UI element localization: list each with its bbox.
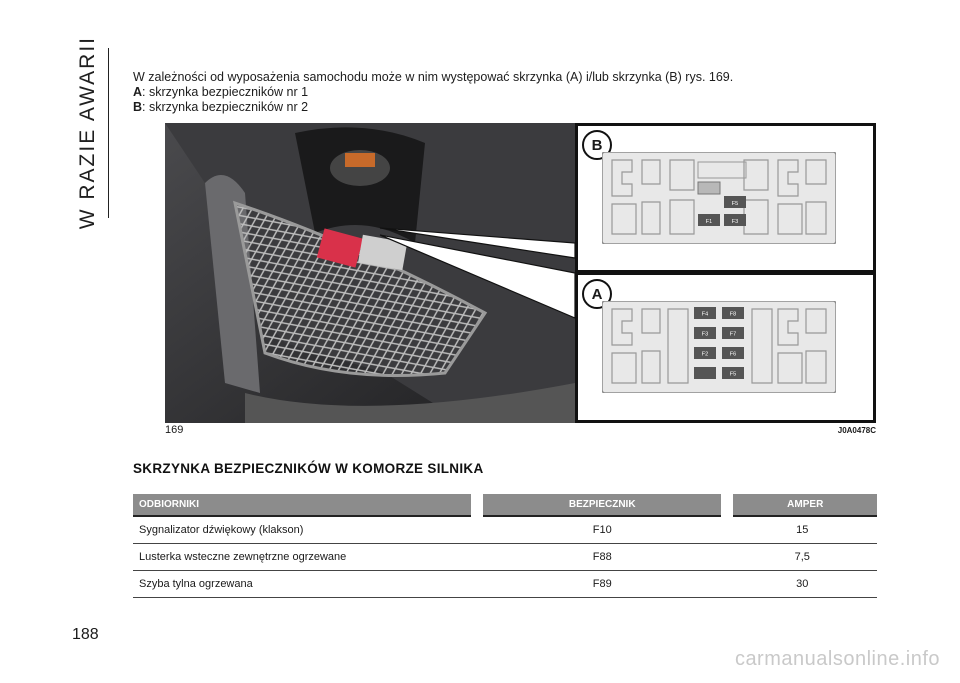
cell-consumer: Szyba tylna ogrzewana [133, 571, 477, 598]
intro-item-a [133, 85, 733, 100]
cell-fuse: F10 [477, 516, 727, 544]
cell-amps: 30 [727, 571, 877, 598]
table-row [133, 544, 877, 571]
cell-fuse: F89 [477, 571, 727, 598]
item-b-text: : skrzynka bezpieczników nr 2 [142, 100, 309, 114]
column-header-consumers: ODBIORNIKI [133, 494, 477, 516]
watermark: carmanualsonline.info [734, 648, 940, 670]
side-title-text: W RAZIE AWARII [76, 36, 99, 230]
fuse-table [133, 494, 877, 598]
column-header-amps: AMPER [727, 494, 877, 516]
cell-consumer: Lusterka wsteczne zewnętrzne ogrzewane [133, 544, 477, 571]
fuse-label: F7 [729, 331, 737, 338]
table-row [133, 516, 877, 544]
item-b-key: B [133, 100, 143, 114]
fusebox-a-inset [575, 272, 876, 423]
item-a-key: A [133, 85, 143, 99]
fuse-label: F8 [729, 311, 737, 318]
table-header-row [133, 494, 877, 516]
column-header-fuse: BEZPIECZNIK [477, 494, 727, 516]
fuse-label: F5 [731, 201, 739, 207]
fuse-label: F3 [731, 219, 739, 225]
fusebox-a-diagram [602, 301, 836, 393]
fuse-label: F4 [701, 311, 709, 318]
label-b: B [582, 130, 612, 160]
cell-fuse: F88 [477, 544, 727, 571]
fuse-label: F3 [701, 331, 709, 338]
cell-consumer: Sygnalizator dźwiękowy (klakson) [133, 516, 477, 544]
intro-line: W zależności od wyposażenia samochodu może w nim występować skrzynka (A) i/lub skrzynka (B) rys. 169. [133, 70, 734, 84]
fuse-label: F5 [729, 371, 737, 378]
table-row [133, 571, 877, 598]
fuse-label: F1 [705, 219, 713, 225]
cell-amps: 7,5 [727, 544, 877, 571]
cell-amps: 15 [727, 516, 877, 544]
figure-169 [165, 123, 876, 423]
fuse-label: F2 [701, 351, 709, 358]
side-divider [108, 48, 109, 218]
figure-number: 169 [165, 424, 184, 436]
item-a-text: : skrzynka bezpieczników nr 1 [142, 85, 309, 99]
fusebox-b-inset [575, 123, 876, 273]
photo-illustration [165, 123, 575, 423]
engine-compartment-photo [165, 123, 575, 423]
fuse-label: F6 [729, 351, 737, 358]
page-number: 188 [72, 626, 99, 643]
fusebox-b-diagram [602, 152, 836, 244]
intro-item-b [133, 100, 733, 115]
label-a: A [582, 279, 612, 309]
section-side-title [70, 36, 106, 230]
section-title: SKRZYNKA BEZPIECZNIKÓW W KOMORZE SILNIKA [133, 461, 484, 476]
intro-text [133, 70, 733, 115]
figure-code: J0A0478C [837, 426, 876, 435]
